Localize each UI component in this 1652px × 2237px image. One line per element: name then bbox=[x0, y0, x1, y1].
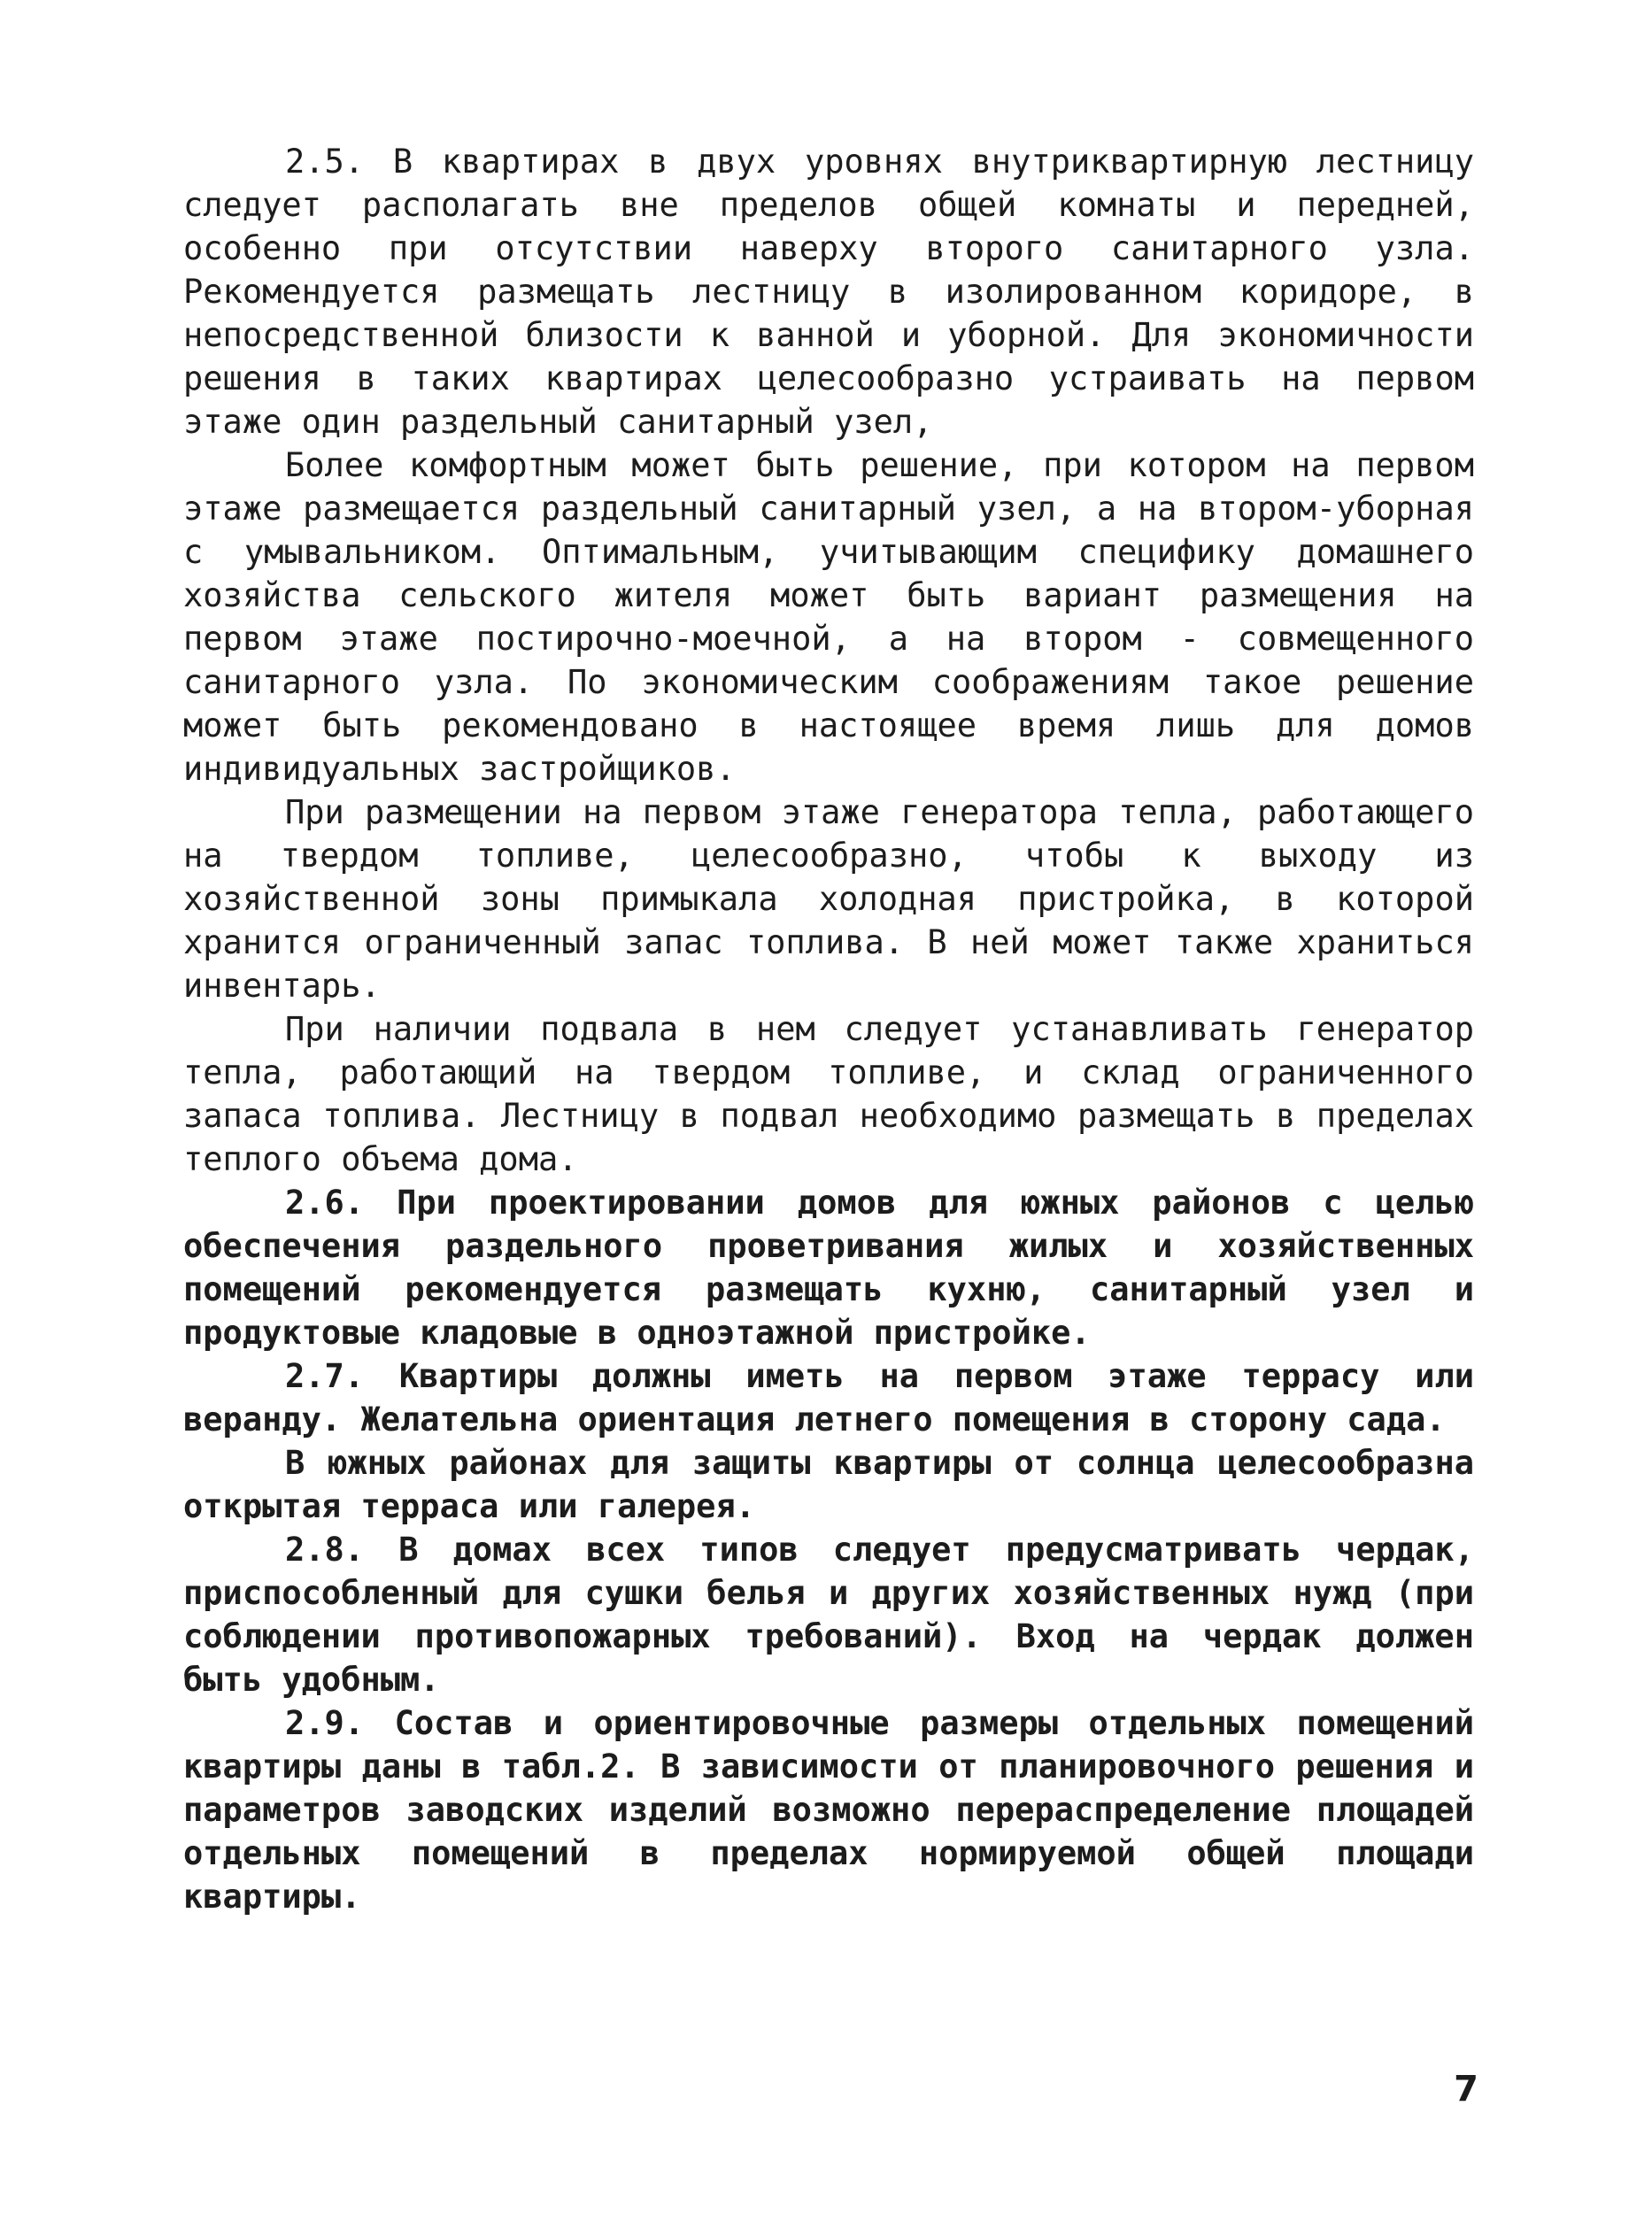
page-number: 7 bbox=[1454, 2069, 1478, 2110]
paragraph-2-6: 2.6. При проектировании домов для южных районов с целью обеспечения раздельного проветривания жилых и хозяйственных помещений рекомендуется размещать кухню, санитарный узел и продуктовые кладовые в одноэтажной пристройке. bbox=[183, 1184, 1474, 1352]
paragraph-2-7: 2.7. Квартиры должны иметь на первом этаже террасу или веранду. Желательна ориентация летнего помещения в сторону сада. bbox=[183, 1357, 1474, 1439]
paragraph-basement: При наличии подвала в нем следует устанавливать генератор тепла, работающий на твердом топливе, и склад ограниченного запаса топлива. Лестницу в подвал необходимо размещать в пределах теплого объема дома. bbox=[183, 1010, 1474, 1178]
paragraph-2-8: 2.8. В домах всех типов следует предусматривать чердак, приспособленный для сушки белья и других хозяйственных нужд (при соблюдении противопожарных требований). Вход на чердак должен быть удобным. bbox=[183, 1531, 1474, 1699]
paragraph-southern-regions: В южных районах для защиты квартиры от солнца целесообразна открытая терраса или галерея. bbox=[183, 1444, 1474, 1525]
paragraph-2-5: 2.5. В квартирах в двух уровнях внутриквартирную лестницу следует располагать вне пределов общей комнаты и передней, особенно при отсутствии наверху второго санитарного узла. Рекомендуется размещать лестницу в изолированном коридоре, в непосредственной близости к ванной и уборной. Для экономичности решения в таких квартирах целесообразно устраивать на первом этаже один раздельный санитарный узел, bbox=[183, 143, 1474, 441]
paragraph-2-9: 2.9. Состав и ориентировочные размеры отдельных помещений квартиры даны в табл.2. В зависимости от планировочного решения и параметров заводских изделий возможно перераспределение площадей отдельных помещений в пределах нормируемой общей площади квартиры. bbox=[183, 1704, 1474, 1916]
body-text bbox=[183, 140, 1474, 1918]
paragraph-heat-generator: При размещении на первом этаже генератора тепла, работающего на твердом топливе, целесообразно, чтобы к выходу из хозяйственной зоны примыкала холодная пристройка, в которой хранится ограниченный запас топлива. В ней может также храниться инвентарь. bbox=[183, 793, 1474, 1005]
paragraph-comfort-solution: Более комфортным может быть решение, при котором на первом этаже размещается раздельный санитарный узел, а на втором-уборная с умывальником. Оптимальным, учитывающим специфику домашнего хозяйства сельского жителя может быть вариант размещения на первом этаже постирочно-моечной, а на втором - совмещенного санитарного узла. По экономическим соображениям такое решение может быть рекомендовано в настоящее время лишь для домов индивидуальных застройщиков. bbox=[183, 446, 1474, 788]
